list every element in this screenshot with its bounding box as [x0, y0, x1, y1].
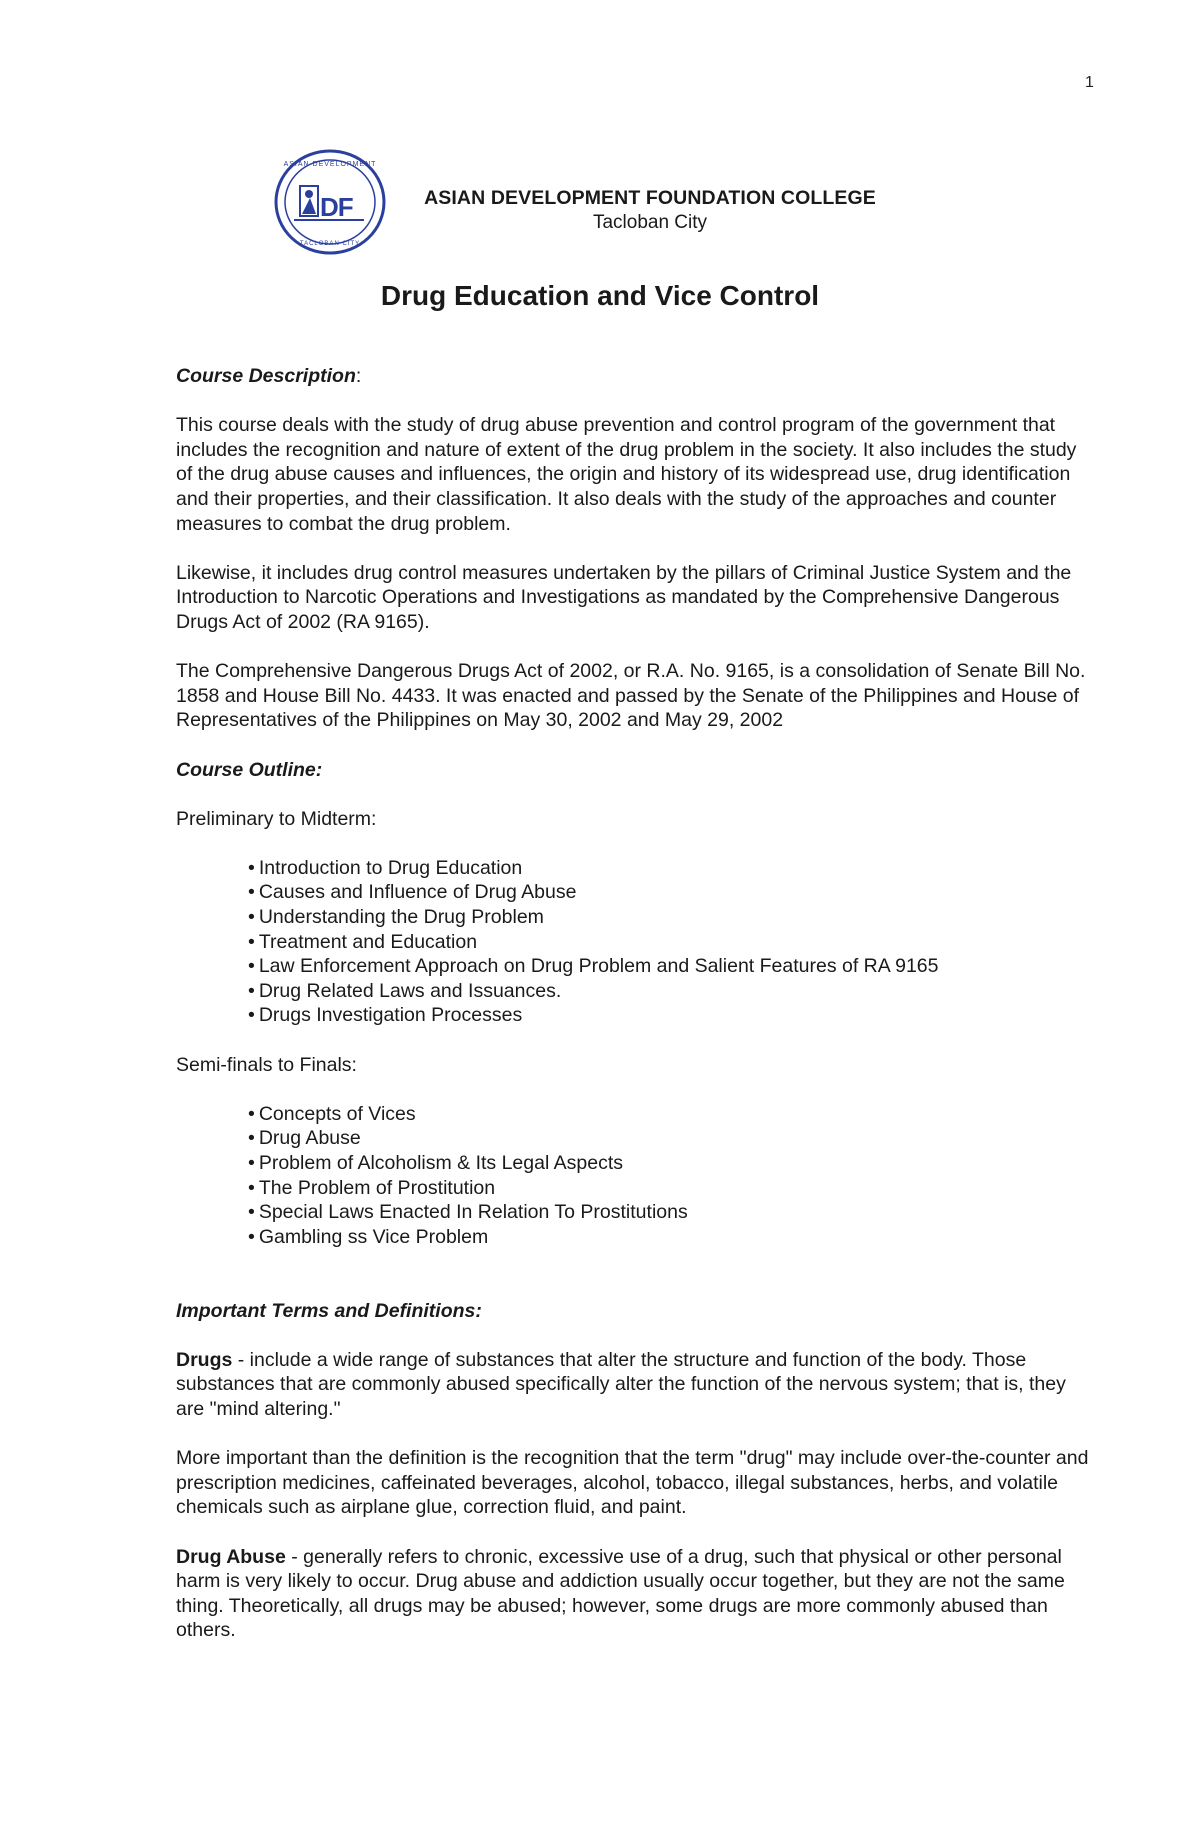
outline-item: • Introduction to Drug Education	[248, 856, 1096, 881]
college-header	[380, 186, 920, 235]
svg-text:ASIAN DEVELOPMENT: ASIAN DEVELOPMENT	[283, 161, 377, 168]
outline-list-prelim	[176, 856, 1096, 1028]
document-body	[176, 364, 1096, 1667]
outline-section-label: Semi-finals to Finals:	[176, 1053, 357, 1076]
outline-item: • Causes and Influence of Drug Abuse	[248, 880, 1096, 905]
outline-item: • Understanding the Drug Problem	[248, 905, 1096, 930]
outline-item: • Drug Abuse	[248, 1126, 1096, 1151]
course-description-paragraph: Likewise, it includes drug control measures undertaken by the pillars of Criminal Justice System and the Introduction to Narcotic Operations and Investigations as mandated by the Comprehensive Dangerous Drugs Act of 2002 (RA 9165).	[176, 561, 1072, 633]
outline-section-label: Preliminary to Midterm:	[176, 807, 377, 830]
course-description-heading	[176, 364, 1096, 389]
outline-item: • Gambling ss Vice Problem	[248, 1225, 1096, 1250]
outline-list-finals	[176, 1102, 1096, 1250]
svg-text:TACLOBAN CITY: TACLOBAN CITY	[299, 241, 361, 247]
term-drug-abuse: Drug Abuse	[176, 1545, 286, 1568]
definition-drugs	[176, 1348, 1096, 1422]
page-number: 1	[1085, 74, 1094, 91]
college-name: ASIAN DEVELOPMENT FOUNDATION COLLEGE	[424, 187, 876, 209]
course-description-heading-label: Course Description	[176, 365, 356, 387]
definition-drugs-text: - include a wide range of substances that alter the structure and function of the body. Those substances that are commonly abused specifically alter the function of the nervous system; that is, they are "mind altering."	[176, 1348, 1066, 1420]
outline-item: • Treatment and Education	[248, 930, 1096, 955]
outline-item: • Special Laws Enacted In Relation To Prostitutions	[248, 1200, 1096, 1225]
outline-item: • Concepts of Vices	[248, 1102, 1096, 1127]
course-description-paragraph: This course deals with the study of drug abuse prevention and control program of the government that includes the recognition and nature of extent of the drug problem in the society. It also includes the study of the drug abuse causes and influences, the origin and history of its widespread use, drug identification and their properties, and their classification. It also deals with the study of the approaches and counter measures to combat the drug problem.	[176, 414, 1077, 535]
spacer	[176, 1274, 1096, 1299]
college-seal-icon	[272, 148, 388, 256]
college-logo	[272, 148, 388, 256]
outline-item: • Law Enforcement Approach on Drug Problem and Salient Features of RA 9165	[248, 954, 1096, 979]
definition-drugs-note: More important than the definition is the recognition that the term "drug" may include over-the-counter and prescription medicines, caffeinated beverages, alcohol, tobacco, illegal substances, herbs, and volatile chemicals such as airplane glue, correction fluid, and paint.	[176, 1447, 1089, 1519]
course-description-heading-colon: :	[355, 365, 362, 387]
outline-item: • The Problem of Prostitution	[248, 1176, 1096, 1201]
terms-heading: Important Terms and Definitions:	[176, 1299, 482, 1322]
course-outline-heading: Course Outline:	[176, 758, 323, 781]
term-drugs: Drugs	[176, 1348, 233, 1371]
svg-text:DF: DF	[320, 192, 353, 222]
outline-item: • Drug Related Laws and Issuances.	[248, 979, 1096, 1004]
college-city: Tacloban City	[592, 212, 708, 233]
outline-item: • Problem of Alcoholism & Its Legal Aspects	[248, 1151, 1096, 1176]
document-title: Drug Education and Vice Control	[380, 280, 820, 311]
outline-item: • Drugs Investigation Processes	[248, 1003, 1096, 1028]
definition-drug-abuse-text: - generally refers to chronic, excessive use of a drug, such that physical or other personal harm is very likely to occur. Drug abuse and addiction usually occur together, but they are not the same thing. Theoretically, all drugs may be abused; however, some drugs are more commonly abused than others.	[176, 1545, 1065, 1642]
definition-drug-abuse	[176, 1545, 1096, 1643]
course-description-paragraph: The Comprehensive Dangerous Drugs Act of 2002, or R.A. No. 9165, is a consolidation of Senate Bill No. 1858 and House Bill No. 4433. It was enacted and passed by the Senate of the Philippines and House of Representatives of the Philippines on May 30, 2002 and May 29, 2002	[176, 660, 1086, 732]
